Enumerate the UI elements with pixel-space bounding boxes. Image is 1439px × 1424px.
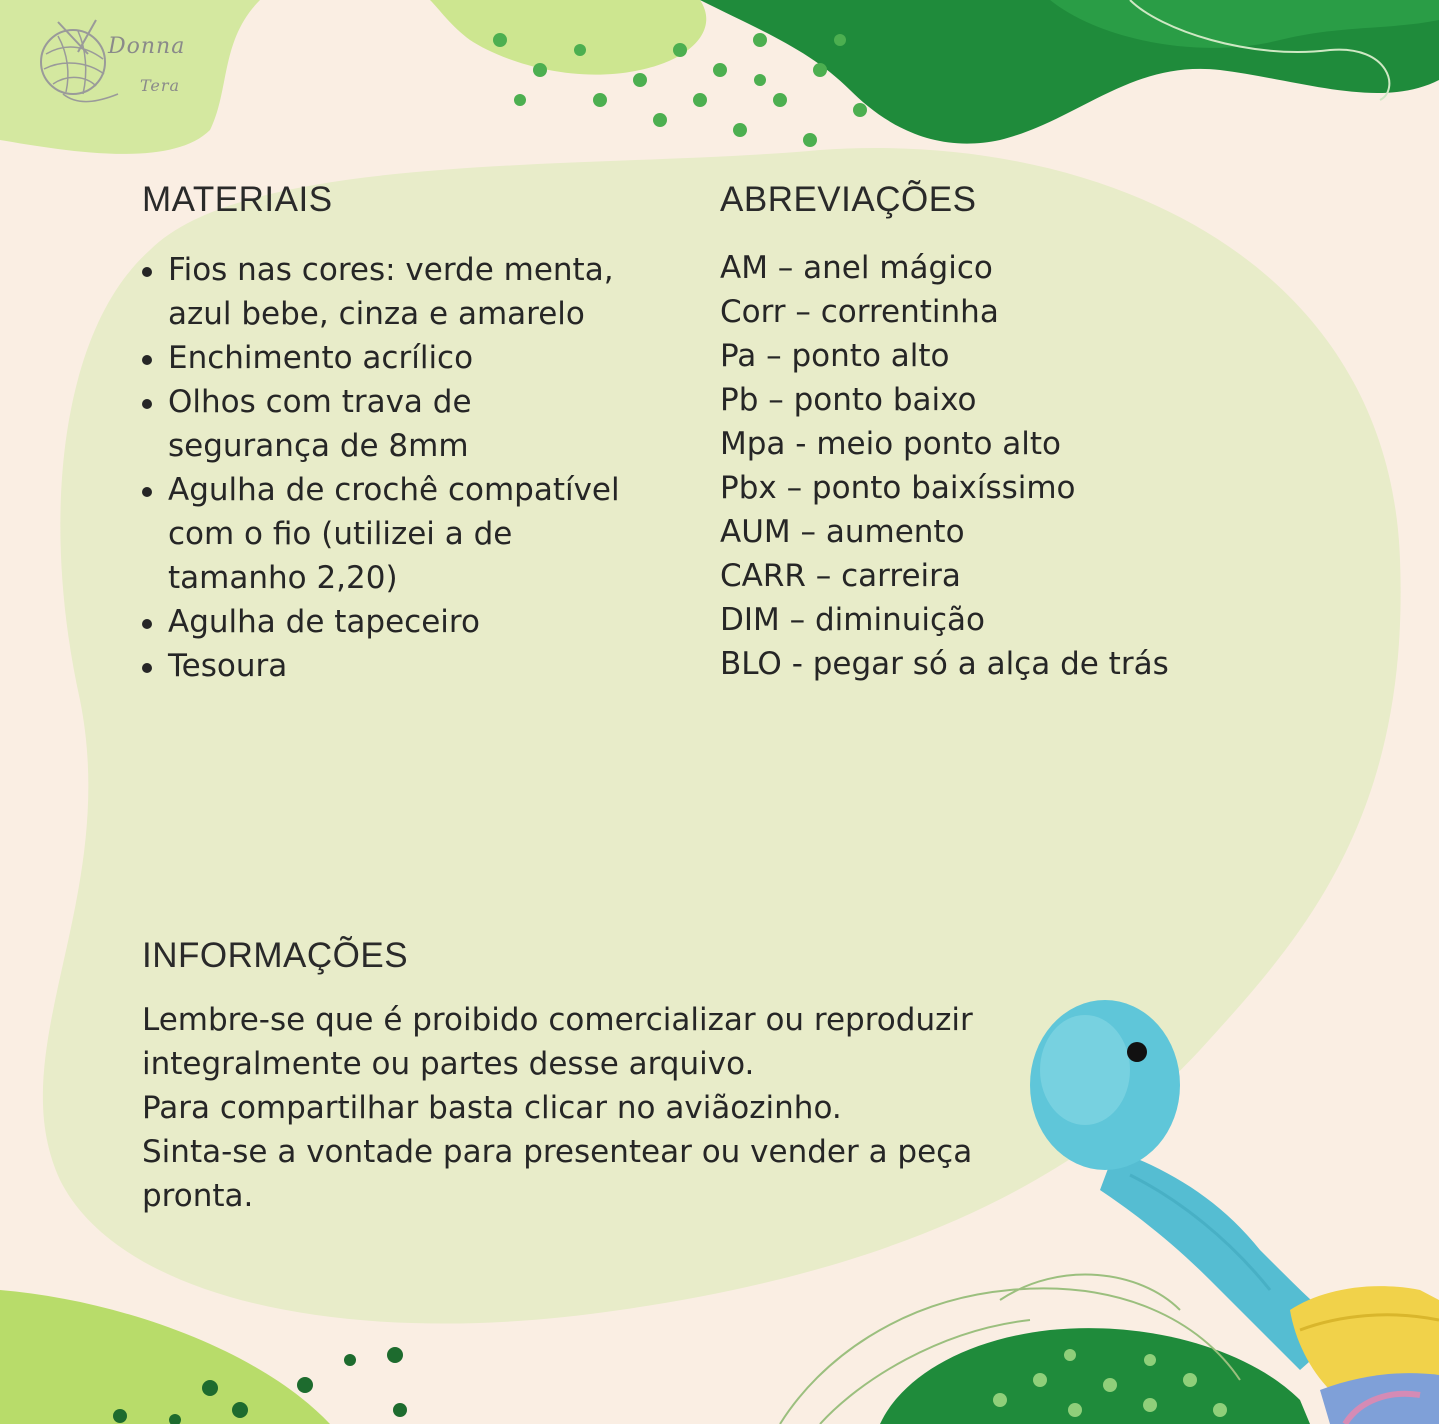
list-item: Pbx – ponto baixíssimo bbox=[720, 470, 1076, 506]
list-item: Corr – correntinha bbox=[720, 294, 999, 330]
lime-blob-bottom-left bbox=[0, 1290, 330, 1424]
info-line: Lembre-se que é proibido comercializar ou reproduzir bbox=[142, 1002, 973, 1038]
information-text bbox=[142, 998, 1042, 1218]
info-line: integralmente ou partes desse arquivo. bbox=[142, 1046, 755, 1082]
information-title: INFORMAÇÕES bbox=[142, 936, 409, 975]
lime-blob-top-center bbox=[430, 0, 706, 75]
logo-text-top: Donna bbox=[108, 34, 186, 59]
list-item: Agulha de crochê compatível com o fio (utilizei a de tamanho 2,20) bbox=[140, 468, 620, 600]
abbreviations-title: ABREVIAÇÕES bbox=[720, 180, 977, 219]
list-item: Enchimento acrílico bbox=[140, 336, 620, 380]
info-line: Sinta-se a vontade para presentear ou vender a peça bbox=[142, 1134, 973, 1170]
info-line: pronta. bbox=[142, 1178, 254, 1214]
materials-list bbox=[140, 248, 620, 688]
list-item: Mpa - meio ponto alto bbox=[720, 426, 1062, 462]
abbreviations-list bbox=[720, 246, 1280, 686]
list-item: Pa – ponto alto bbox=[720, 338, 950, 374]
list-item: CARR – carreira bbox=[720, 558, 961, 594]
list-item: Tesoura bbox=[140, 644, 620, 688]
list-item: Fios nas cores: verde menta, azul bebe, cinza e amarelo bbox=[140, 248, 620, 336]
info-line: Para compartilhar basta clicar no aviãozinho. bbox=[142, 1090, 842, 1126]
list-item: AM – anel mágico bbox=[720, 250, 993, 286]
list-item: Pb – ponto baixo bbox=[720, 382, 977, 418]
list-item: Olhos com trava de segurança de 8mm bbox=[140, 380, 620, 468]
list-item: DIM – diminuição bbox=[720, 602, 985, 638]
materials-title: MATERIAIS bbox=[142, 180, 333, 219]
logo-text-bottom: Tera bbox=[140, 76, 181, 95]
yarn-ball-logo-icon bbox=[28, 14, 208, 124]
list-item: BLO - pegar só a alça de trás bbox=[720, 646, 1169, 682]
list-item: Agulha de tapeceiro bbox=[140, 600, 620, 644]
list-item: AUM – aumento bbox=[720, 514, 965, 550]
